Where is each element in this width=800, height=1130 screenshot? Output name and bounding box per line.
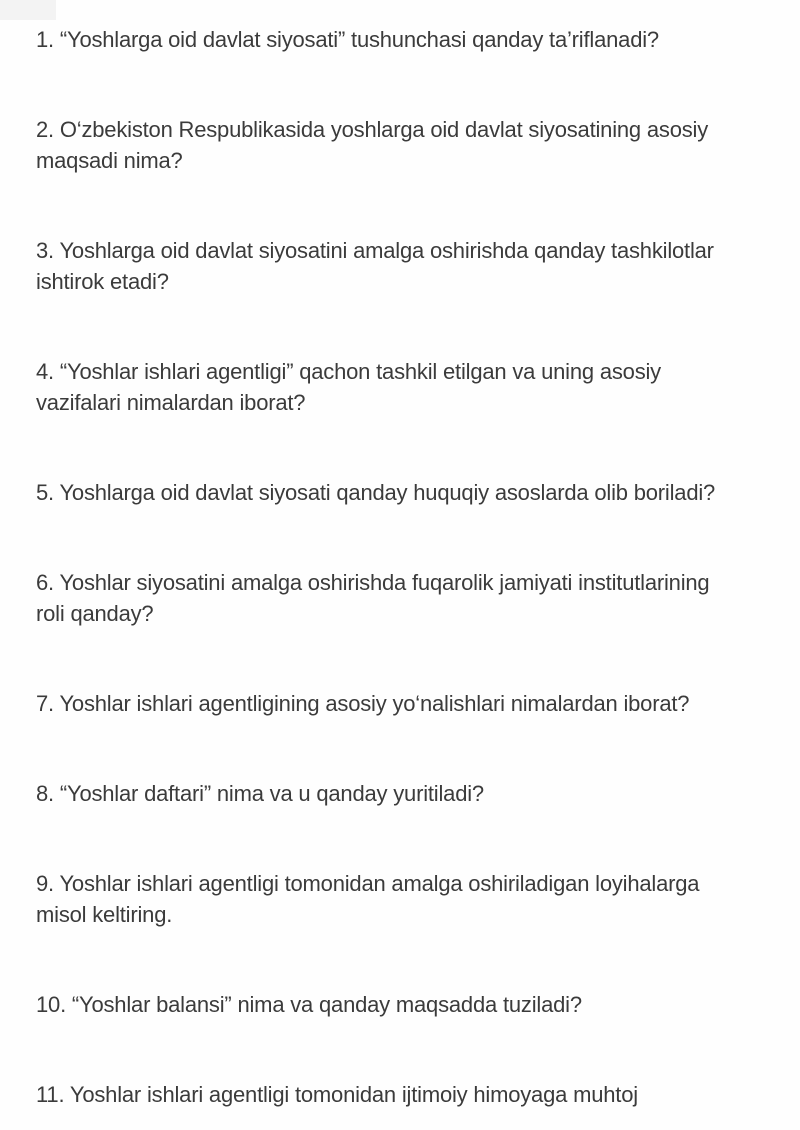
question-1 <box>36 24 792 55</box>
question-line: 10. “Yoshlar balansi” nima va qanday maqsadda tuziladi? <box>36 992 582 1017</box>
question-3 <box>36 235 792 297</box>
question-line: 4. “Yoshlar ishlari agentligi” qachon tashkil etilgan va uning asosiy <box>36 359 661 384</box>
question-line: 2. O‘zbekiston Respublikasida yoshlarga oid davlat siyosatining asosiy <box>36 117 709 142</box>
question-9 <box>36 868 792 930</box>
question-6 <box>36 567 792 629</box>
question-line: 8. “Yoshlar daftari” nima va u qanday yuritiladi? <box>36 781 484 806</box>
question-line: misol keltiring. <box>36 902 173 927</box>
question-line: 11. Yoshlar ishlari agentligi tomonidan ijtimoiy himoyaga muhtoj <box>36 1082 638 1107</box>
question-4 <box>36 356 792 418</box>
question-10 <box>36 989 792 1020</box>
question-5 <box>36 477 792 508</box>
question-line: 6. Yoshlar siyosatini amalga oshirishda fuqarolik jamiyati institutlarining <box>36 570 710 595</box>
question-line: vazifalari nimalardan iborat? <box>36 390 306 415</box>
question-line: 3. Yoshlarga oid davlat siyosatini amalga oshirishda qanday tashkilotlar <box>36 238 714 263</box>
question-line: maqsadi nima? <box>36 148 183 173</box>
question-line: 9. Yoshlar ishlari agentligi tomonidan amalga oshiriladigan loyihalarga <box>36 871 700 896</box>
question-7 <box>36 688 792 719</box>
question-line: 1. “Yoshlarga oid davlat siyosati” tushunchasi qanday ta’riflanadi? <box>36 27 659 52</box>
question-line: roli qanday? <box>36 601 154 626</box>
question-line: 7. Yoshlar ishlari agentligining asosiy yo‘nalishlari nimalardan iborat? <box>36 691 690 716</box>
question-11 <box>36 1079 792 1110</box>
question-line: 5. Yoshlarga oid davlat siyosati qanday huquqiy asoslarda olib boriladi? <box>36 480 716 505</box>
question-8 <box>36 778 792 809</box>
question-line: ishtirok etadi? <box>36 269 169 294</box>
question-2 <box>36 114 792 176</box>
